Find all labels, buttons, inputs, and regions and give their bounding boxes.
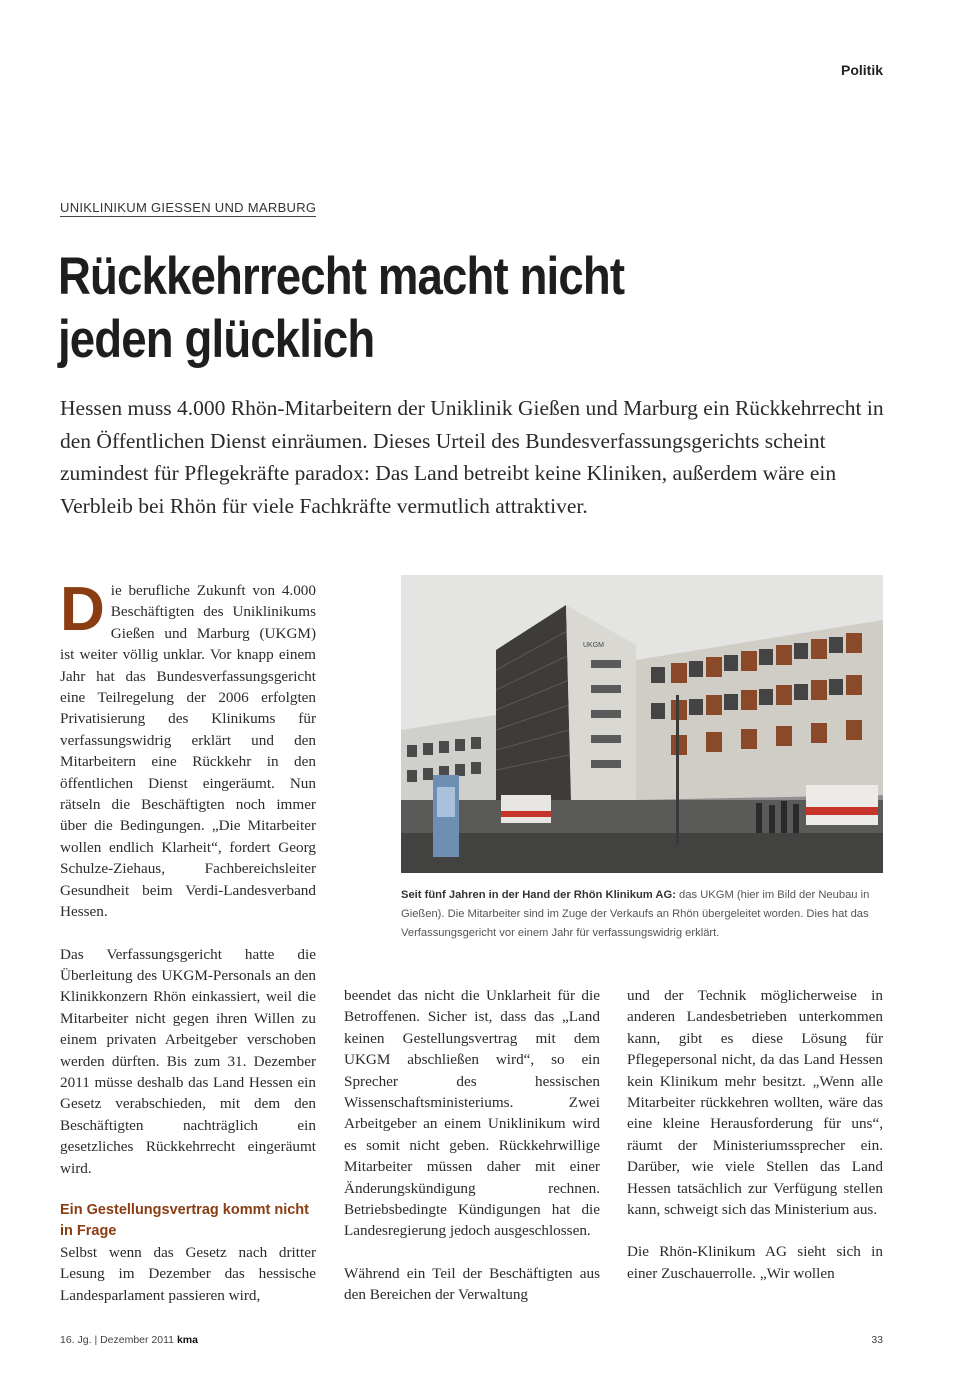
body-paragraph-5: Während ein Teil der Beschäftigten aus den Bereichen der Verwaltung: [344, 1264, 600, 1304]
article-kicker: UNIKLINIKUM GIESSEN UND MARBURG: [60, 200, 317, 215]
body-paragraph-7: Die Rhön-Klinikum AG sieht sich in einer Zuschauerrolle. „Wir wollen: [627, 1243, 883, 1282]
caption-bold: Seit fünf Jahren in der Hand der Rhön Klinikum AG:: [401, 889, 676, 901]
headline-line-1: Rückkehrrecht macht nicht: [58, 247, 625, 306]
page-footer: [60, 1334, 883, 1346]
body-column-1: [60, 575, 316, 1306]
body-paragraph-6: und der Technik möglicherweise in anderen Landesbetrieben unterkommen kann, gibt es diese Lösung für Pflegepersonal nicht, da das Land Hessen kein Klinikum mehr besitzt. „Wenn alle Mitarbeiter rückkehren wollten, wäre das eine kleine Herausforderung für uns“, räumt der Ministeriumssprecher ein. Darüber, wie viele Stellen das Land Hessen tatsächlich zur Verfügung stellen kann, schweigt sich das Ministerium aus.: [627, 987, 883, 1219]
caption-text: das UKGM (hier im Bild der Neubau in Gießen). Die Mitarbeiter sind im Zuge der Verkaufs an Rhön übergeleitet worden. Dies hat das Verfassungsgericht vor einem Jahr für verfassungswidrig erklärt.: [401, 889, 870, 939]
headline-line-2: jeden glücklich: [58, 310, 375, 369]
photo-caption: [401, 886, 883, 943]
issue-info: 16. Jg. | Dezember 2011: [60, 1334, 175, 1346]
page-number: 33: [871, 1334, 883, 1346]
body-paragraph-1: [60, 575, 316, 923]
body-paragraph-2: Das Verfassungsgericht hatte die Überleitung des UKGM-Personals an den Klinikkonzern Rhön einkassiert, weil die Mitarbeiter nicht gegen ihren Willen zu einem privaten Arbeitgeber verschoben werden dürften. Bis zum 31. Dezember 2011 müsse deshalb das Land Hessen ein Gesetz verabschieden, mit dem den Beschäftigten nachträglich ein gesetzliches Rückkehrrecht eingeräumt wird.: [60, 945, 316, 1177]
svg-text:UKGM: UKGM: [583, 642, 604, 649]
body-column-3: [627, 985, 883, 1284]
body-paragraph-3: Selbst wenn das Gesetz nach dritter Lesung im Dezember das hessische Landesparlament passieren wird,: [60, 1243, 316, 1304]
building-illustration: [401, 575, 883, 873]
body-column-2: [344, 985, 600, 1306]
hospital-building-photo: [401, 575, 883, 873]
paragraph-1-text: ie berufliche Zukunft von 4.000 Beschäftigten des Uniklinikums Gießen und Marburg (UKGM) ist weiter völlig unklar. Vor knapp einem Jahr hat das Bundesverfassungsgericht eine Teilregelung der 2006 erfolgten Privatisierung des Klinikums für verfassungswidrig erklärt und den Mitarbeitern eine Rückkehr in den öffentlichen Dienst eingeräumt. Nun rätseln die Beschäftigten noch immer über die Bedingungen. „Die Mitarbeiter wollen endlich Klarheit“, fordert Georg Schulze-Ziehaus, Fachbereichsleiter Gesundheit beim Verdi-Landesverband Hessen.: [60, 582, 316, 921]
article-headline: [58, 245, 798, 371]
section-label: Politik: [840, 62, 883, 78]
body-paragraph-4: beendet das nicht die Unklarheit für die Betroffenen. Sicher ist, dass das „Land keinen Gestellungsvertrag mit dem UKGM abschließen wird“, so ein Sprecher des hessischen Wissenschaftsministeriums. Zwei Arbeitgeber an einem Uniklinikum wird es somit nicht geben. Rückkehrwillige Mitarbeiter müssen daher mit einer Änderungskündigung rechnen. Betriebsbedingte Kündigungen hat die Landesregierung jedoch ausgeschlossen.: [344, 987, 600, 1240]
brand-logo: kma: [176, 1334, 198, 1346]
article-lead: Hessen muss 4.000 Rhön-Mitarbeitern der Uniklinik Gießen und Marburg ein Rückkehrrecht in den Öffentlichen Dienst einräumen. Dieses Urteil des Bundesverfassungsgerichts scheint zumindest für Pflegekräfte paradox: Das Land betreibt keine Kliniken, außerdem wäre ein Verbleib bei Rhön für viele Fachkräfte vermutlich attraktiver.: [60, 396, 884, 518]
subheading: Ein Gestellungsvertrag kommt nicht in Frage: [60, 1201, 309, 1239]
drop-cap: D: [60, 575, 105, 644]
